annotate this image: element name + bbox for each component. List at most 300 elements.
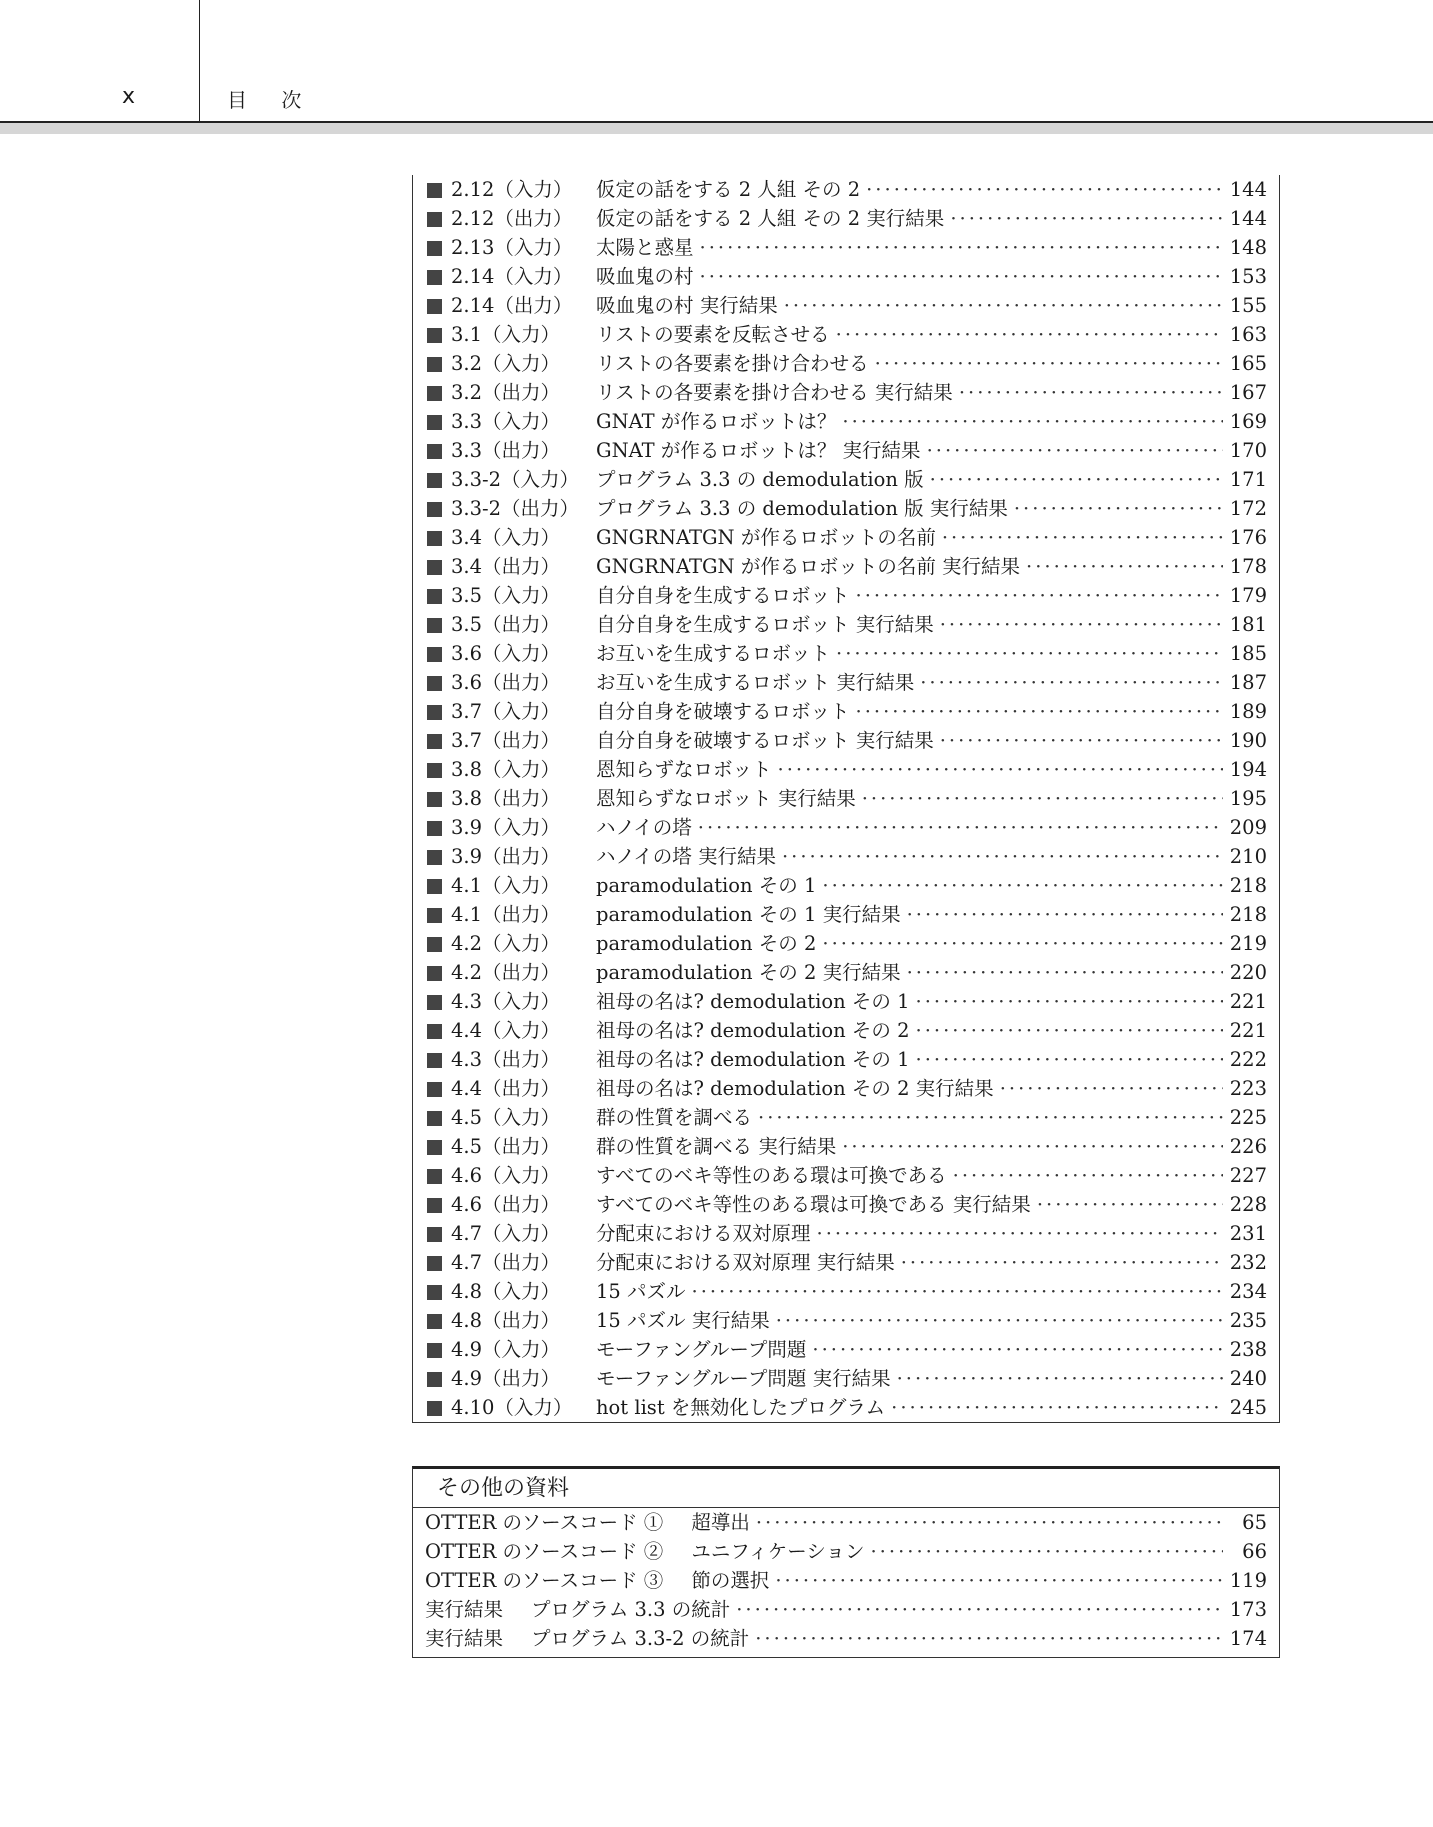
page-ref: 209 <box>1229 816 1267 839</box>
page-ref: 176 <box>1229 526 1267 549</box>
page-ref: 219 <box>1229 932 1267 955</box>
toc-row <box>413 291 1279 320</box>
dot-leader <box>910 1016 1224 1045</box>
page-ref: 210 <box>1229 845 1267 868</box>
listing-entry <box>596 378 1279 407</box>
listing-title: 祖母の名は? demodulation その 1 <box>596 1048 910 1071</box>
dot-leader <box>769 1566 1223 1595</box>
listing-entry <box>596 1219 1279 1248</box>
listing-entry <box>596 697 1279 726</box>
listing-entry <box>596 987 1279 1016</box>
listing-number: 3.1（入力） <box>451 323 561 346</box>
page-ref: 187 <box>1229 671 1267 694</box>
page-ref: 225 <box>1229 1106 1267 1129</box>
toc-row <box>413 1393 1279 1422</box>
dot-leader <box>1031 1190 1223 1219</box>
page-ref: 234 <box>1229 1280 1267 1303</box>
listing-number: 3.4（入力） <box>451 526 561 549</box>
toc-row <box>413 1364 1279 1393</box>
listing-number: 3.7（出力） <box>451 729 561 752</box>
page-ref: 153 <box>1229 265 1267 288</box>
dot-leader <box>944 204 1223 233</box>
square-bullet-icon <box>427 995 442 1010</box>
toc-row <box>413 1103 1279 1132</box>
toc-row <box>413 378 1279 407</box>
program-listing-index <box>412 175 1280 1423</box>
listing-number: 4.2（入力） <box>451 932 561 955</box>
material-label: 実行結果 <box>425 1627 504 1650</box>
listing-title: 15 パズル 実行結果 <box>596 1309 770 1332</box>
toc-row <box>413 204 1279 233</box>
dot-leader <box>994 1074 1223 1103</box>
page-ref: 218 <box>1229 903 1267 926</box>
listing-number: 3.2（入力） <box>451 352 561 375</box>
square-bullet-icon <box>427 879 442 894</box>
dot-leader <box>752 1103 1223 1132</box>
square-bullet-icon <box>427 357 442 372</box>
listing-title: モーファングループ問題 実行結果 <box>596 1367 891 1390</box>
listing-title: 15 パズル <box>596 1280 686 1303</box>
dot-leader <box>947 1161 1223 1190</box>
toc-row <box>413 1335 1279 1364</box>
square-bullet-icon <box>427 1024 442 1039</box>
listing-title: リストの要素を反転させる <box>596 323 830 346</box>
toc-row <box>413 784 1279 813</box>
page-ref: 65 <box>1242 1511 1267 1534</box>
toc-row <box>413 407 1279 436</box>
material-title: プログラム 3.3-2 の統計 <box>531 1627 750 1650</box>
listing-title: プログラム 3.3 の demodulation 版 <box>596 468 924 491</box>
listing-entry <box>596 1132 1279 1161</box>
square-bullet-icon <box>427 1372 442 1387</box>
dot-leader <box>850 581 1223 610</box>
listing-number: 3.8（入力） <box>451 758 561 781</box>
dot-leader <box>811 1219 1223 1248</box>
listing-entry <box>596 1074 1279 1103</box>
toc-row <box>413 726 1279 755</box>
listing-title: お互いを生成するロボット <box>596 642 831 665</box>
listing-number: 4.1（入力） <box>451 874 561 897</box>
listing-number: 3.3（出力） <box>451 439 561 462</box>
dot-leader <box>694 233 1223 262</box>
square-bullet-icon <box>427 473 442 488</box>
listing-title: すべてのベキ等性のある環は可換である <box>596 1164 947 1187</box>
dot-leader <box>934 610 1223 639</box>
listing-entry <box>596 320 1279 349</box>
square-bullet-icon <box>427 676 442 691</box>
listing-number: 4.3（出力） <box>451 1048 561 1071</box>
listing-number: 4.2（出力） <box>451 961 561 984</box>
square-bullet-icon <box>427 966 442 981</box>
listing-number: 4.1（出力） <box>451 903 561 926</box>
toc-row <box>413 262 1279 291</box>
toc-row <box>413 349 1279 378</box>
dot-leader <box>1008 494 1223 523</box>
listing-entry <box>596 349 1279 378</box>
listing-number: 3.6（出力） <box>451 671 561 694</box>
square-bullet-icon <box>427 1256 442 1271</box>
listing-title: 祖母の名は? demodulation その 1 <box>596 990 910 1013</box>
listing-entry <box>596 668 1279 697</box>
toc-row <box>413 1016 1279 1045</box>
page-ref: 171 <box>1229 468 1267 491</box>
other-materials-heading: その他の資料 <box>413 1469 1279 1508</box>
material-title: プログラム 3.3 の統計 <box>531 1598 731 1621</box>
page-ref: 227 <box>1229 1164 1267 1187</box>
square-bullet-icon <box>427 1285 442 1300</box>
listing-number: 3.5（入力） <box>451 584 561 607</box>
dot-leader <box>953 378 1223 407</box>
square-bullet-icon <box>427 618 442 633</box>
square-bullet-icon <box>427 1082 442 1097</box>
listing-title: GNAT が作るロボットは？ <box>596 410 837 433</box>
listing-entry <box>596 1364 1279 1393</box>
listing-number: 2.12（出力） <box>451 207 573 230</box>
toc-row <box>413 697 1279 726</box>
listing-title: 群の性質を調べる 実行結果 <box>596 1135 837 1158</box>
material-title: ユニフィケーション <box>691 1540 865 1563</box>
listing-title: paramodulation その 2 <box>596 932 817 955</box>
other-material-row <box>413 1537 1279 1566</box>
dot-leader <box>776 842 1223 871</box>
page-ref: 231 <box>1229 1222 1267 1245</box>
dot-leader <box>885 1393 1223 1422</box>
listing-number: 4.7（出力） <box>451 1251 561 1274</box>
toc-row <box>413 1306 1279 1335</box>
listing-number: 4.4（入力） <box>451 1019 561 1042</box>
square-bullet-icon <box>427 1169 442 1184</box>
toc-row <box>413 581 1279 610</box>
listing-entry <box>596 552 1279 581</box>
toc-row <box>413 1190 1279 1219</box>
square-bullet-icon <box>427 821 442 836</box>
listing-entry <box>596 610 1279 639</box>
dot-leader <box>772 755 1223 784</box>
listing-title: 祖母の名は? demodulation その 2 実行結果 <box>596 1077 994 1100</box>
square-bullet-icon <box>427 183 442 198</box>
page-ref: 221 <box>1229 990 1267 1013</box>
square-bullet-icon <box>427 502 442 517</box>
dot-leader <box>806 1335 1223 1364</box>
dot-leader <box>914 668 1223 697</box>
listing-entry <box>596 581 1279 610</box>
page-ref: 222 <box>1229 1048 1267 1071</box>
page-ref: 165 <box>1229 352 1267 375</box>
listing-entry <box>596 1190 1279 1219</box>
dot-leader <box>730 1595 1223 1624</box>
listing-entry <box>596 929 1279 958</box>
listing-number: 3.3-2（出力） <box>451 497 580 520</box>
toc-row <box>413 1277 1279 1306</box>
material-label: OTTER のソースコード ① <box>425 1511 664 1534</box>
toc-row <box>413 436 1279 465</box>
toc-row <box>413 523 1279 552</box>
listing-number: 4.5（入力） <box>451 1106 561 1129</box>
listing-title: hot list を無効化したプログラム <box>596 1396 886 1419</box>
listing-entry <box>596 175 1279 204</box>
dot-leader <box>686 1277 1223 1306</box>
toc-row <box>413 552 1279 581</box>
square-bullet-icon <box>427 763 442 778</box>
square-bullet-icon <box>427 705 442 720</box>
dot-leader <box>910 987 1224 1016</box>
listing-entry <box>596 407 1279 436</box>
square-bullet-icon <box>427 1198 442 1213</box>
square-bullet-icon <box>427 299 442 314</box>
listing-number: 2.14（出力） <box>451 294 573 317</box>
listing-entry <box>596 755 1279 784</box>
listing-entry <box>596 1248 1279 1277</box>
listing-title: paramodulation その 1 <box>596 874 817 897</box>
listing-number: 2.14（入力） <box>451 265 573 288</box>
dot-leader <box>836 407 1223 436</box>
listing-number: 3.7（入力） <box>451 700 561 723</box>
toc-row <box>413 1074 1279 1103</box>
toc-row <box>413 958 1279 987</box>
dot-leader <box>750 1508 1223 1537</box>
listing-entry <box>596 494 1279 523</box>
toc-row <box>413 668 1279 697</box>
page-ref: 169 <box>1229 410 1267 433</box>
listing-number: 3.8（出力） <box>451 787 561 810</box>
toc-row <box>413 639 1279 668</box>
page-ref: 221 <box>1229 1019 1267 1042</box>
listing-title: GNAT が作るロボットは？ 実行結果 <box>596 439 921 462</box>
square-bullet-icon <box>427 937 442 952</box>
toc-row <box>413 1045 1279 1074</box>
square-bullet-icon <box>427 1314 442 1329</box>
dot-leader <box>694 262 1223 291</box>
square-bullet-icon <box>427 415 442 430</box>
listing-number: 4.8（出力） <box>451 1309 561 1332</box>
toc-row <box>413 1248 1279 1277</box>
listing-entry <box>596 1393 1279 1422</box>
page-ref: 170 <box>1229 439 1267 462</box>
listing-entry <box>596 726 1279 755</box>
header-band <box>0 123 1433 134</box>
listing-title: 吸血鬼の村 <box>596 265 694 288</box>
square-bullet-icon <box>427 241 442 256</box>
toc-row <box>413 813 1279 842</box>
listing-title: 自分自身を生成するロボット <box>596 584 850 607</box>
square-bullet-icon <box>427 850 442 865</box>
listing-entry <box>596 784 1279 813</box>
listing-title: リストの各要素を掛け合わせる <box>596 352 869 375</box>
dot-leader <box>692 813 1223 842</box>
listing-entry <box>596 1045 1279 1074</box>
listing-entry <box>596 1277 1279 1306</box>
listing-number: 2.12（入力） <box>451 178 573 201</box>
listing-entry <box>596 291 1279 320</box>
page-ref: 195 <box>1229 787 1267 810</box>
dot-leader <box>936 523 1223 552</box>
listing-number: 4.9（出力） <box>451 1367 561 1390</box>
listing-entry <box>596 958 1279 987</box>
listing-number: 4.3（入力） <box>451 990 561 1013</box>
listing-number: 4.7（入力） <box>451 1222 561 1245</box>
page-ref: 155 <box>1229 294 1267 317</box>
dot-leader <box>901 958 1223 987</box>
listing-title: 自分自身を破壊するロボット 実行結果 <box>596 729 934 752</box>
listing-number: 4.4（出力） <box>451 1077 561 1100</box>
dot-leader <box>924 465 1223 494</box>
material-title: 節の選択 <box>691 1569 770 1592</box>
listing-title: 吸血鬼の村 実行結果 <box>596 294 778 317</box>
dot-leader <box>869 349 1223 378</box>
listing-title: 仮定の話をする 2 人組 その 2 実行結果 <box>596 207 945 230</box>
listing-title: 自分自身を生成するロボット 実行結果 <box>596 613 934 636</box>
toc-row <box>413 929 1279 958</box>
listing-number: 4.9（入力） <box>451 1338 561 1361</box>
listing-entry <box>596 1335 1279 1364</box>
listing-entry <box>596 871 1279 900</box>
listing-title: お互いを生成するロボット 実行結果 <box>596 671 915 694</box>
listing-title: GNGRNATGN が作るロボットの名前 <box>596 526 936 549</box>
page-ref: 190 <box>1229 729 1267 752</box>
listing-title: 分配束における双対原理 <box>596 1222 811 1245</box>
page-ref: 240 <box>1229 1367 1267 1390</box>
toc-row <box>413 1219 1279 1248</box>
page-ref: 173 <box>1229 1598 1267 1621</box>
page-ref: 167 <box>1229 381 1267 404</box>
dot-leader <box>864 1537 1223 1566</box>
page-ref: 232 <box>1229 1251 1267 1274</box>
square-bullet-icon <box>427 1111 442 1126</box>
toc-row <box>413 871 1279 900</box>
listing-title: 恩知らずなロボット <box>596 758 772 781</box>
material-title: 超導出 <box>691 1511 750 1534</box>
square-bullet-icon <box>427 589 442 604</box>
listing-number: 3.3（入力） <box>451 410 561 433</box>
other-material-row <box>413 1566 1279 1595</box>
square-bullet-icon <box>427 560 442 575</box>
square-bullet-icon <box>427 908 442 923</box>
page-ref: 218 <box>1229 874 1267 897</box>
listing-entry <box>596 262 1279 291</box>
square-bullet-icon <box>427 270 442 285</box>
toc-row <box>413 494 1279 523</box>
listing-number: 4.5（出力） <box>451 1135 561 1158</box>
listing-title: 恩知らずなロボット 実行結果 <box>596 787 856 810</box>
page-ref: 172 <box>1229 497 1267 520</box>
square-bullet-icon <box>427 386 442 401</box>
listing-title: 群の性質を調べる <box>596 1106 753 1129</box>
listing-number: 3.9（出力） <box>451 845 561 868</box>
toc-row <box>413 175 1279 204</box>
listing-entry <box>596 233 1279 262</box>
square-bullet-icon <box>427 1343 442 1358</box>
toc-row <box>413 755 1279 784</box>
dot-leader <box>891 1364 1223 1393</box>
listing-title: paramodulation その 2 実行結果 <box>596 961 901 984</box>
listing-entry <box>596 1161 1279 1190</box>
listing-number: 4.8（入力） <box>451 1280 561 1303</box>
toc-row <box>413 465 1279 494</box>
page-number: x <box>122 84 136 109</box>
material-label: OTTER のソースコード ③ <box>425 1569 664 1592</box>
listing-title: モーファングループ問題 <box>596 1338 807 1361</box>
square-bullet-icon <box>427 647 442 662</box>
listing-title: 祖母の名は? demodulation その 2 <box>596 1019 910 1042</box>
page-ref: 174 <box>1229 1627 1267 1650</box>
other-materials-list <box>413 1508 1279 1653</box>
dot-leader <box>856 784 1223 813</box>
toc-row <box>413 1161 1279 1190</box>
listing-title: 仮定の話をする 2 人組 その 2 <box>596 178 861 201</box>
page-ref: 179 <box>1229 584 1267 607</box>
listing-number: 2.13（入力） <box>451 236 573 259</box>
dot-leader <box>830 320 1223 349</box>
square-bullet-icon <box>427 1227 442 1242</box>
page-ref: 220 <box>1229 961 1267 984</box>
material-label: OTTER のソースコード ② <box>425 1540 664 1563</box>
page-ref: 148 <box>1229 236 1267 259</box>
listing-entry <box>596 1306 1279 1335</box>
dot-leader <box>901 900 1223 929</box>
other-material-row <box>413 1595 1279 1624</box>
square-bullet-icon <box>427 1401 442 1416</box>
dot-leader <box>860 175 1223 204</box>
listing-number: 4.6（入力） <box>451 1164 561 1187</box>
page-ref: 66 <box>1242 1540 1267 1563</box>
square-bullet-icon <box>427 328 442 343</box>
listing-entry <box>596 523 1279 552</box>
dot-leader <box>830 639 1223 668</box>
toc-row <box>413 987 1279 1016</box>
square-bullet-icon <box>427 734 442 749</box>
listing-entry <box>596 813 1279 842</box>
page-header <box>0 0 1433 135</box>
listing-number: 3.2（出力） <box>451 381 561 404</box>
page-ref: 226 <box>1229 1135 1267 1158</box>
listing-title: すべてのベキ等性のある環は可換である 実行結果 <box>596 1193 1031 1216</box>
page-ref: 119 <box>1229 1569 1267 1592</box>
listing-title: GNGRNATGN が作るロボットの名前 実行結果 <box>596 555 1021 578</box>
page-ref: 189 <box>1229 700 1267 723</box>
listing-number: 3.5（出力） <box>451 613 561 636</box>
dot-leader <box>836 1132 1223 1161</box>
dot-leader <box>934 726 1223 755</box>
toc-row <box>413 842 1279 871</box>
other-material-row <box>413 1624 1279 1653</box>
listing-entry <box>596 900 1279 929</box>
page-ref: 228 <box>1229 1193 1267 1216</box>
other-materials-box <box>412 1466 1280 1658</box>
page-ref: 223 <box>1229 1077 1267 1100</box>
page-ref: 245 <box>1229 1396 1267 1419</box>
listing-number: 3.3-2（入力） <box>451 468 580 491</box>
toc-row <box>413 1132 1279 1161</box>
other-material-row <box>413 1508 1279 1537</box>
page-ref: 238 <box>1229 1338 1267 1361</box>
listing-number: 4.6（出力） <box>451 1193 561 1216</box>
listing-title: ハノイの塔 実行結果 <box>596 845 776 868</box>
listing-title: ハノイの塔 <box>596 816 692 839</box>
toc-row <box>413 900 1279 929</box>
page-ref: 181 <box>1229 613 1267 636</box>
page-ref: 144 <box>1229 207 1267 230</box>
dot-leader <box>895 1248 1223 1277</box>
square-bullet-icon <box>427 1053 442 1068</box>
dot-leader <box>816 871 1223 900</box>
dot-leader <box>921 436 1223 465</box>
listing-title: リストの各要素を掛け合わせる 実行結果 <box>596 381 953 404</box>
toc-row <box>413 610 1279 639</box>
square-bullet-icon <box>427 531 442 546</box>
listing-title: 自分自身を破壊するロボット <box>596 700 850 723</box>
listing-title: 太陽と惑星 <box>596 236 694 259</box>
listing-title: paramodulation その 1 実行結果 <box>596 903 901 926</box>
